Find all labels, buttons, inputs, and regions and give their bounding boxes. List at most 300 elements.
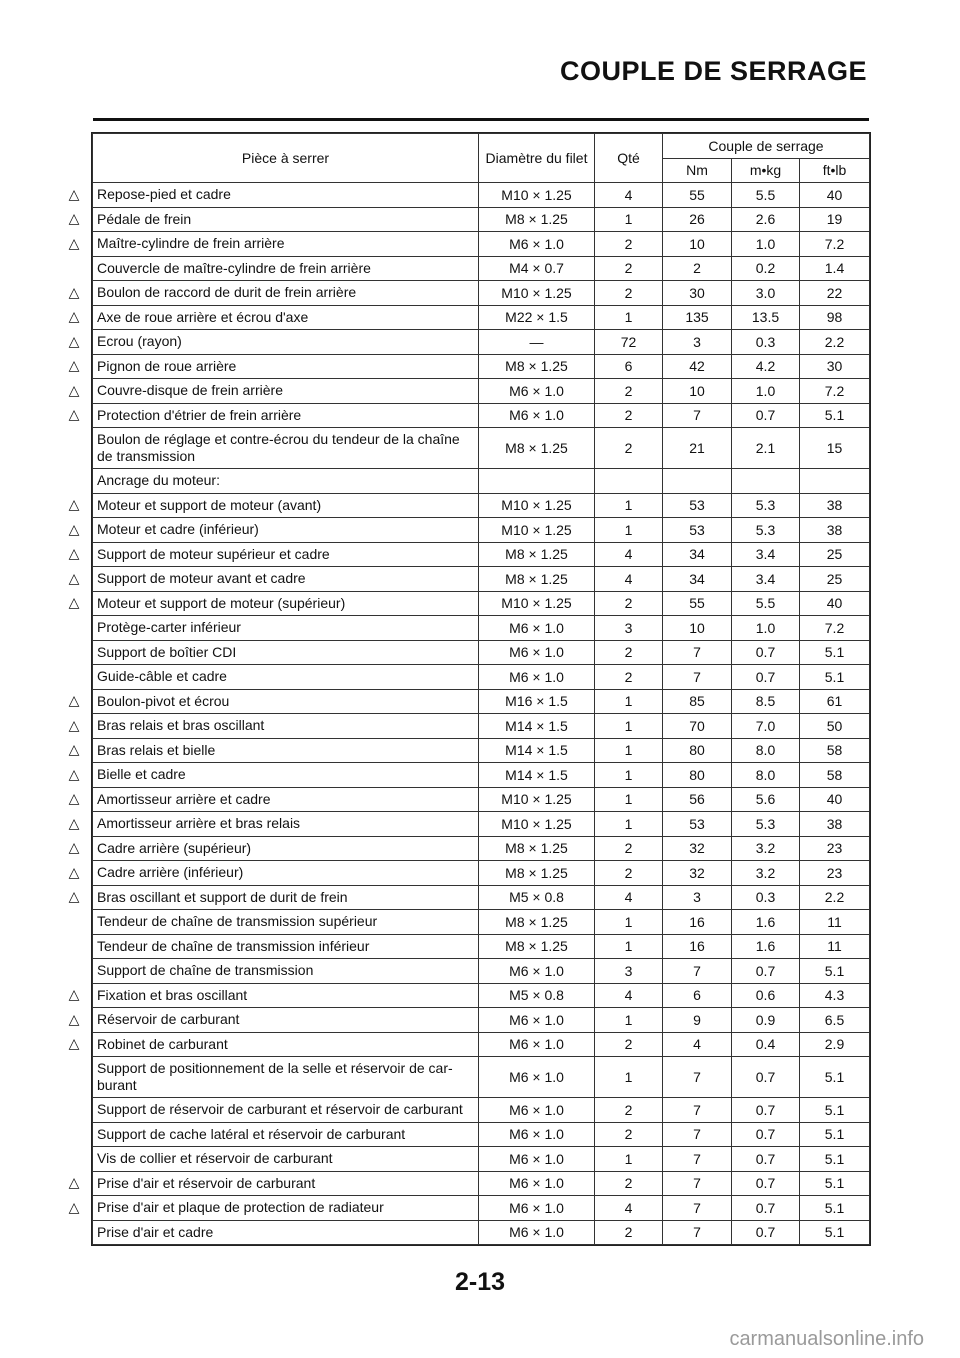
cell-mkg: 0.3 [732, 330, 800, 355]
cell-qty [595, 469, 663, 494]
cell-part: Ecrou (rayon) [93, 330, 479, 355]
cell-part: Fixation et bras oscillant [93, 983, 479, 1008]
cell-ftlb: 5.1 [800, 1057, 870, 1098]
triangle-marker-icon: △ [68, 308, 80, 325]
cell-part: Boulon de raccord de durit de frein arrière [93, 281, 479, 306]
cell-part: Support de cache latéral et réservoir de carburant [93, 1122, 479, 1147]
watermark: carmanualsonline.info [729, 1328, 924, 1350]
cell-thread: M6 × 1.0 [479, 1147, 595, 1172]
triangle-marker-icon: △ [68, 1035, 80, 1052]
cell-part: Couvercle de maître-cylindre de frein arrière [93, 256, 479, 281]
cell-part: Pédale de frein [93, 207, 479, 232]
cell-ftlb: 15 [800, 428, 870, 469]
cell-mkg: 2.6 [732, 207, 800, 232]
cell-qty: 2 [595, 665, 663, 690]
cell-thread: M14 × 1.5 [479, 714, 595, 739]
cell-part: Ancrage du moteur: [93, 469, 479, 494]
cell-nm: 7 [663, 1057, 732, 1098]
cell-qty: 2 [595, 281, 663, 306]
cell-thread: M8 × 1.25 [479, 542, 595, 567]
cell-part: Cadre arrière (inférieur) [93, 861, 479, 886]
table-row [93, 1171, 870, 1196]
table-row [93, 469, 870, 494]
header-torque: Couple de serrage [663, 134, 870, 159]
cell-mkg: 1.0 [732, 379, 800, 404]
cell-nm: 7 [663, 665, 732, 690]
cell-thread: M6 × 1.0 [479, 1008, 595, 1033]
cell-thread: M22 × 1.5 [479, 305, 595, 330]
triangle-marker-icon: △ [68, 381, 80, 398]
cell-nm: 34 [663, 567, 732, 592]
cell-nm: 56 [663, 787, 732, 812]
cell-thread: M10 × 1.25 [479, 812, 595, 837]
cell-qty: 4 [595, 983, 663, 1008]
cell-mkg: 5.3 [732, 518, 800, 543]
triangle-marker-icon: △ [68, 888, 80, 905]
cell-ftlb: 7.2 [800, 232, 870, 257]
cell-mkg: 5.5 [732, 591, 800, 616]
cell-mkg: 3.4 [732, 567, 800, 592]
cell-thread: M8 × 1.25 [479, 836, 595, 861]
cell-qty: 1 [595, 934, 663, 959]
table-row [93, 787, 870, 812]
table-row [93, 616, 870, 641]
cell-part: Prise d'air et réservoir de carburant [93, 1171, 479, 1196]
table-row [93, 1196, 870, 1221]
cell-qty: 1 [595, 1147, 663, 1172]
cell-part: Couvre-disque de frein arrière [93, 379, 479, 404]
cell-nm: 53 [663, 518, 732, 543]
cell-ftlb: 2.9 [800, 1032, 870, 1057]
table-row [93, 1098, 870, 1123]
cell-part: Pignon de roue arrière [93, 354, 479, 379]
cell-ftlb: 23 [800, 836, 870, 861]
cell-part: Boulon de réglage et contre-écrou du tendeur de la chaîne de transmission [93, 428, 479, 469]
cell-thread: M6 × 1.0 [479, 1122, 595, 1147]
header-ftlb: ft•lb [800, 158, 870, 183]
cell-part: Prise d'air et cadre [93, 1220, 479, 1245]
triangle-marker-icon: △ [68, 357, 80, 374]
cell-part: Protection d'étrier de frein arrière [93, 403, 479, 428]
triangle-marker-icon: △ [68, 765, 80, 782]
cell-nm: 34 [663, 542, 732, 567]
cell-nm: 42 [663, 354, 732, 379]
cell-thread: M14 × 1.5 [479, 763, 595, 788]
triangle-marker-icon: △ [68, 332, 80, 349]
triangle-marker-icon: △ [68, 496, 80, 513]
cell-thread: M6 × 1.0 [479, 665, 595, 690]
cell-nm: 4 [663, 1032, 732, 1057]
cell-qty: 1 [595, 1057, 663, 1098]
cell-thread: M8 × 1.25 [479, 567, 595, 592]
cell-mkg [732, 469, 800, 494]
cell-mkg: 0.6 [732, 983, 800, 1008]
title-divider [93, 118, 869, 121]
cell-part: Moteur et support de moteur (supérieur) [93, 591, 479, 616]
cell-thread: M6 × 1.0 [479, 616, 595, 641]
cell-ftlb: 40 [800, 787, 870, 812]
table-row [93, 567, 870, 592]
table-row [93, 689, 870, 714]
table-row [93, 403, 870, 428]
table-row [93, 910, 870, 935]
cell-ftlb: 5.1 [800, 640, 870, 665]
cell-qty: 4 [595, 542, 663, 567]
cell-nm: 53 [663, 493, 732, 518]
cell-mkg: 8.0 [732, 738, 800, 763]
cell-nm: 53 [663, 812, 732, 837]
cell-nm: 55 [663, 183, 732, 208]
cell-ftlb: 19 [800, 207, 870, 232]
cell-part: Repose-pied et cadre [93, 183, 479, 208]
cell-ftlb: 5.1 [800, 1098, 870, 1123]
table-row [93, 738, 870, 763]
triangle-marker-icon: △ [68, 520, 80, 537]
cell-mkg: 1.0 [732, 616, 800, 641]
triangle-marker-icon: △ [68, 283, 80, 300]
cell-nm [663, 469, 732, 494]
cell-mkg: 0.7 [732, 1122, 800, 1147]
cell-part: Support de moteur supérieur et cadre [93, 542, 479, 567]
cell-ftlb: 38 [800, 812, 870, 837]
cell-thread: — [479, 330, 595, 355]
cell-qty: 2 [595, 379, 663, 404]
table-row [93, 1122, 870, 1147]
cell-qty: 1 [595, 689, 663, 714]
triangle-marker-icon: △ [68, 406, 80, 423]
cell-mkg: 0.7 [732, 665, 800, 690]
cell-mkg: 0.7 [732, 1147, 800, 1172]
cell-ftlb: 5.1 [800, 1147, 870, 1172]
cell-ftlb: 5.1 [800, 403, 870, 428]
cell-nm: 7 [663, 1098, 732, 1123]
cell-mkg: 0.4 [732, 1032, 800, 1057]
cell-mkg: 13.5 [732, 305, 800, 330]
cell-part: Tendeur de chaîne de transmission supérieur [93, 910, 479, 935]
cell-thread: M10 × 1.25 [479, 518, 595, 543]
triangle-marker-icon: △ [68, 692, 80, 709]
cell-thread: M8 × 1.25 [479, 207, 595, 232]
triangle-marker-icon: △ [68, 986, 80, 1003]
cell-qty: 1 [595, 738, 663, 763]
table-row [93, 354, 870, 379]
cell-nm: 55 [663, 591, 732, 616]
header-part: Pièce à serrer [93, 134, 479, 183]
cell-part: Moteur et cadre (inférieur) [93, 518, 479, 543]
cell-part: Support de moteur avant et cadre [93, 567, 479, 592]
cell-mkg: 0.3 [732, 885, 800, 910]
cell-thread: M16 × 1.5 [479, 689, 595, 714]
cell-ftlb: 40 [800, 591, 870, 616]
cell-ftlb: 7.2 [800, 379, 870, 404]
table-row [93, 493, 870, 518]
cell-ftlb: 25 [800, 542, 870, 567]
table-row [93, 640, 870, 665]
cell-mkg: 3.2 [732, 836, 800, 861]
cell-nm: 6 [663, 983, 732, 1008]
cell-qty: 2 [595, 1122, 663, 1147]
cell-part: Amortisseur arrière et bras relais [93, 812, 479, 837]
cell-mkg: 0.7 [732, 1057, 800, 1098]
cell-ftlb: 23 [800, 861, 870, 886]
table-row [93, 207, 870, 232]
cell-thread: M6 × 1.0 [479, 1032, 595, 1057]
cell-part: Support de chaîne de transmission [93, 959, 479, 984]
cell-ftlb: 40 [800, 183, 870, 208]
cell-part: Moteur et support de moteur (avant) [93, 493, 479, 518]
cell-ftlb: 30 [800, 354, 870, 379]
cell-thread: M14 × 1.5 [479, 738, 595, 763]
cell-qty: 1 [595, 714, 663, 739]
triangle-marker-icon: △ [68, 210, 80, 227]
table-row [93, 812, 870, 837]
cell-qty: 3 [595, 616, 663, 641]
cell-qty: 6 [595, 354, 663, 379]
triangle-marker-icon: △ [68, 1174, 80, 1191]
table-row [93, 281, 870, 306]
cell-part: Boulon-pivot et écrou [93, 689, 479, 714]
cell-qty: 1 [595, 787, 663, 812]
cell-qty: 72 [595, 330, 663, 355]
table-row [93, 330, 870, 355]
cell-nm: 7 [663, 1122, 732, 1147]
cell-nm: 70 [663, 714, 732, 739]
table-row [93, 379, 870, 404]
cell-thread: M10 × 1.25 [479, 183, 595, 208]
triangle-marker-icon: △ [68, 545, 80, 562]
cell-mkg: 4.2 [732, 354, 800, 379]
cell-ftlb: 98 [800, 305, 870, 330]
cell-ftlb: 58 [800, 738, 870, 763]
triangle-marker-icon: △ [68, 741, 80, 758]
cell-ftlb: 7.2 [800, 616, 870, 641]
cell-thread: M10 × 1.25 [479, 591, 595, 616]
table-row [93, 763, 870, 788]
cell-mkg: 1.0 [732, 232, 800, 257]
cell-ftlb [800, 469, 870, 494]
cell-nm: 135 [663, 305, 732, 330]
cell-part: Maître-cylindre de frein arrière [93, 232, 479, 257]
cell-qty: 2 [595, 1171, 663, 1196]
cell-nm: 10 [663, 379, 732, 404]
cell-part: Bras relais et bras oscillant [93, 714, 479, 739]
cell-mkg: 0.7 [732, 1171, 800, 1196]
cell-nm: 16 [663, 910, 732, 935]
cell-ftlb: 22 [800, 281, 870, 306]
cell-nm: 3 [663, 330, 732, 355]
cell-qty: 2 [595, 1032, 663, 1057]
cell-nm: 85 [663, 689, 732, 714]
header-qty: Qté [595, 134, 663, 183]
cell-ftlb: 1.4 [800, 256, 870, 281]
table-row [93, 542, 870, 567]
triangle-marker-icon: △ [68, 185, 80, 202]
cell-part: Vis de collier et réservoir de carburant [93, 1147, 479, 1172]
cell-mkg: 3.4 [732, 542, 800, 567]
table-row [93, 305, 870, 330]
cell-nm: 30 [663, 281, 732, 306]
cell-ftlb: 38 [800, 518, 870, 543]
triangle-marker-icon: △ [68, 1010, 80, 1027]
triangle-marker-icon: △ [68, 569, 80, 586]
cell-thread: M6 × 1.0 [479, 959, 595, 984]
cell-nm: 2 [663, 256, 732, 281]
cell-mkg: 0.2 [732, 256, 800, 281]
cell-ftlb: 11 [800, 910, 870, 935]
cell-ftlb: 5.1 [800, 1196, 870, 1221]
cell-mkg: 7.0 [732, 714, 800, 739]
cell-part: Bielle et cadre [93, 763, 479, 788]
cell-nm: 7 [663, 959, 732, 984]
cell-qty: 2 [595, 836, 663, 861]
cell-nm: 7 [663, 640, 732, 665]
cell-qty: 4 [595, 1196, 663, 1221]
cell-part: Bras relais et bielle [93, 738, 479, 763]
cell-qty: 2 [595, 403, 663, 428]
table-row [93, 591, 870, 616]
cell-thread: M8 × 1.25 [479, 934, 595, 959]
cell-ftlb: 2.2 [800, 330, 870, 355]
table-row [93, 836, 870, 861]
cell-ftlb: 61 [800, 689, 870, 714]
cell-nm: 80 [663, 738, 732, 763]
header-nm: Nm [663, 158, 732, 183]
cell-nm: 3 [663, 885, 732, 910]
cell-part: Amortisseur arrière et cadre [93, 787, 479, 812]
cell-part: Robinet de carburant [93, 1032, 479, 1057]
cell-thread: M5 × 0.8 [479, 983, 595, 1008]
cell-qty: 1 [595, 518, 663, 543]
cell-part: Réservoir de carburant [93, 1008, 479, 1033]
page-title: COUPLE DE SERRAGE [559, 56, 867, 86]
cell-ftlb: 5.1 [800, 1220, 870, 1245]
cell-thread: M10 × 1.25 [479, 493, 595, 518]
cell-ftlb: 11 [800, 934, 870, 959]
cell-thread: M6 × 1.0 [479, 403, 595, 428]
cell-thread: M6 × 1.0 [479, 1196, 595, 1221]
cell-nm: 7 [663, 403, 732, 428]
cell-qty: 4 [595, 567, 663, 592]
triangle-marker-icon: △ [68, 790, 80, 807]
cell-thread: M6 × 1.0 [479, 1171, 595, 1196]
table-row [93, 518, 870, 543]
table-row [93, 665, 870, 690]
cell-nm: 32 [663, 861, 732, 886]
cell-nm: 21 [663, 428, 732, 469]
triangle-marker-icon: △ [68, 863, 80, 880]
cell-thread: M8 × 1.25 [479, 428, 595, 469]
cell-qty: 2 [595, 640, 663, 665]
cell-part: Axe de roue arrière et écrou d'axe [93, 305, 479, 330]
table-body [93, 183, 870, 1245]
cell-thread: M8 × 1.25 [479, 861, 595, 886]
cell-mkg: 0.7 [732, 1196, 800, 1221]
table-row [93, 959, 870, 984]
cell-mkg: 5.6 [732, 787, 800, 812]
cell-ftlb: 5.1 [800, 959, 870, 984]
cell-ftlb: 4.3 [800, 983, 870, 1008]
cell-thread: M8 × 1.25 [479, 910, 595, 935]
cell-part: Support de réservoir de carburant et réservoir de carburant [93, 1098, 479, 1123]
cell-mkg: 5.5 [732, 183, 800, 208]
cell-nm: 7 [663, 1171, 732, 1196]
table-row [93, 1057, 870, 1098]
cell-ftlb: 6.5 [800, 1008, 870, 1033]
cell-part: Prise d'air et plaque de protection de radiateur [93, 1196, 479, 1221]
cell-nm: 10 [663, 232, 732, 257]
triangle-marker-icon: △ [68, 594, 80, 611]
table-row [93, 861, 870, 886]
header-mkg: m•kg [732, 158, 800, 183]
header-thread: Diamètre du filet [479, 134, 595, 183]
cell-mkg: 8.5 [732, 689, 800, 714]
cell-qty: 4 [595, 885, 663, 910]
cell-thread: M8 × 1.25 [479, 354, 595, 379]
cell-mkg: 1.6 [732, 934, 800, 959]
cell-qty: 2 [595, 428, 663, 469]
cell-ftlb: 5.1 [800, 1122, 870, 1147]
cell-nm: 7 [663, 1220, 732, 1245]
cell-part: Guide-câble et cadre [93, 665, 479, 690]
cell-qty: 1 [595, 910, 663, 935]
cell-mkg: 0.9 [732, 1008, 800, 1033]
cell-nm: 10 [663, 616, 732, 641]
cell-mkg: 0.7 [732, 959, 800, 984]
cell-thread: M10 × 1.25 [479, 787, 595, 812]
table-row [93, 885, 870, 910]
cell-part: Protège-carter inférieur [93, 616, 479, 641]
table-row [93, 232, 870, 257]
torque-table-container [92, 133, 869, 1245]
cell-qty: 1 [595, 207, 663, 232]
cell-qty: 2 [595, 591, 663, 616]
cell-mkg: 0.7 [732, 1220, 800, 1245]
cell-qty: 1 [595, 305, 663, 330]
cell-thread: M6 × 1.0 [479, 232, 595, 257]
table-row [93, 983, 870, 1008]
cell-nm: 26 [663, 207, 732, 232]
cell-qty: 2 [595, 1220, 663, 1245]
cell-nm: 9 [663, 1008, 732, 1033]
cell-qty: 2 [595, 1098, 663, 1123]
cell-mkg: 0.7 [732, 403, 800, 428]
cell-part: Tendeur de chaîne de transmission inférieur [93, 934, 479, 959]
cell-qty: 1 [595, 1008, 663, 1033]
table-row [93, 1008, 870, 1033]
cell-mkg: 3.0 [732, 281, 800, 306]
table-row [93, 934, 870, 959]
torque-table [92, 133, 870, 1245]
cell-thread: M5 × 0.8 [479, 885, 595, 910]
cell-part: Cadre arrière (supérieur) [93, 836, 479, 861]
cell-mkg: 1.6 [732, 910, 800, 935]
cell-qty: 2 [595, 232, 663, 257]
cell-mkg: 2.1 [732, 428, 800, 469]
cell-thread: M6 × 1.0 [479, 1057, 595, 1098]
cell-ftlb: 2.2 [800, 885, 870, 910]
triangle-marker-icon: △ [68, 814, 80, 831]
cell-part: Support de positionnement de la selle et réservoir de car-burant [93, 1057, 479, 1098]
cell-thread: M6 × 1.0 [479, 1220, 595, 1245]
cell-mkg: 8.0 [732, 763, 800, 788]
cell-part: Support de boîtier CDI [93, 640, 479, 665]
cell-ftlb: 58 [800, 763, 870, 788]
triangle-marker-icon: △ [68, 234, 80, 251]
table-row [93, 1220, 870, 1245]
triangle-marker-icon: △ [68, 839, 80, 856]
cell-ftlb: 5.1 [800, 1171, 870, 1196]
table-row [93, 1032, 870, 1057]
